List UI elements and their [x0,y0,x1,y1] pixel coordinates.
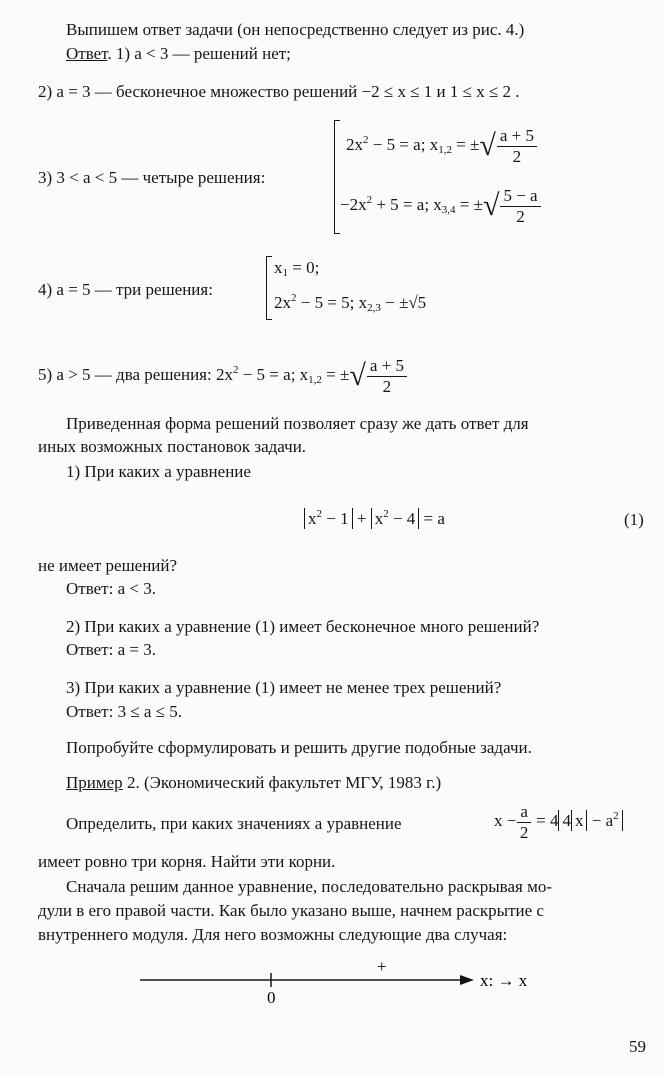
formula-row: $-2x^2 + 5 = a$; $x_{3,4}$ = ±√ $\frac{5 - a}{2}$ [340,186,542,226]
paragraph-line: не имеет решений? [38,556,178,575]
paragraph-line: иных возможных постановок задачи. [38,437,307,456]
axis-label: x: → x [480,971,528,990]
case-3-label: 3) 3 < a < 5 — четыре решения: [38,168,266,187]
example-heading: Пример 2. (Экономический факультет МГУ, 1983 г.) [66,773,442,792]
question-1: 1) При каких a уравнение [66,462,251,481]
answer-line: Ответ: a < 3. [66,579,156,598]
axis-plus: + [377,957,387,976]
question-2: 2) При каких a уравнение (1) имеет бесконечное много решений? [66,617,540,636]
paragraph-line: Приведенная форма решений позволяет сразу же дать ответ для [66,414,529,433]
formula-row: $x_1 = 0$; [274,258,320,279]
case-4-label: 4) a = 5 — три решения: [38,280,213,299]
answer-text: . 1) a < 3 — решений нет; [107,44,291,63]
system-bracket [266,256,272,320]
paragraph-line: Попробуйте сформулировать и решить другие подобные задачи. [66,738,532,757]
paragraph-line: Сначала решим данное уравнение, последовательно раскрывая мо- [66,877,553,896]
text-line: 2) a = 3 — бесконечное множество решений −2 ≤ x ≤ 1 и 1 ≤ x ≤ 2 . [38,82,520,101]
answer-label: Ответ [66,44,108,63]
axis-arrow [460,975,474,985]
formula-row: $2x^2 - 5 = 5$; $x_{2,3} - \pm√5$ [274,292,427,314]
answer-line: Ответ: a = 3. [66,640,156,659]
equation-2: x − $\frac{a}{2}$ = 4 4 $x - a^2$ [494,802,623,842]
text-line: Выпишем ответ задачи (он непосредственно следует из рис. 4.) [66,20,525,39]
paragraph-line: дули в его правой части. Как было указано выше, начнем раскрытие с [38,901,544,920]
page-number: 59 [629,1037,646,1056]
case-5: 5) a > 5 — два решения: $2x^2 - 5 = a$; $x_{1,2}$ = ±√ $\frac{a + 5}{2}$ [38,356,408,396]
question-3: 3) При каких a уравнение (1) имеет не менее трех решений? [66,678,502,697]
number-axis [130,955,550,1005]
equation-number: (1) [624,510,644,529]
equation-1: $x^2 - 1 + x^2 - 4 = a$ [304,508,445,529]
formula-row: $2x^2 - 5 = a$; $x_{1,2}$ = ±√ $\frac{a + 5}{2}$ [346,126,538,166]
text-line [66,44,291,64]
paragraph-line: внутреннего модуля. Для него возможны следующие два случая: [38,925,508,944]
paragraph-line: Определить, при каких значениях a уравнение [66,814,402,833]
answer-line: Ответ: 3 ≤ a ≤ 5. [66,702,183,721]
axis-zero: 0 [267,988,276,1005]
paragraph-line: имеет ровно три корня. Найти эти корни. [38,852,336,871]
